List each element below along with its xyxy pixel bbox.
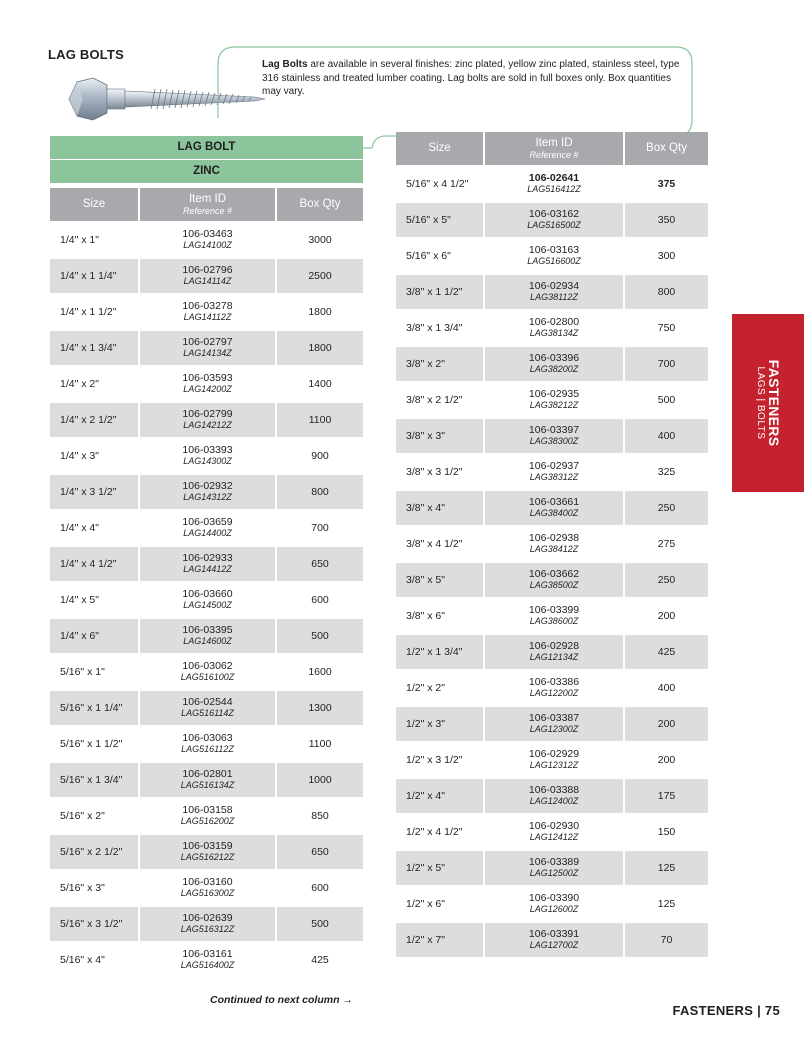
cell-box-qty: 1000 [277, 763, 363, 799]
cell-size: 1/4" x 1 1/4" [50, 259, 140, 295]
cell-size: 5/16" x 1 1/4" [50, 691, 140, 727]
item-reference: LAG14600Z [183, 636, 232, 646]
item-id: 106-03388 [528, 784, 580, 796]
table-row [50, 691, 363, 727]
cell-box-qty: 800 [277, 475, 363, 511]
cell-item-id [140, 943, 277, 979]
cell-item-id [140, 295, 277, 331]
cell-size: 1/2" x 2" [396, 671, 485, 707]
cell-size: 3/8" x 5" [396, 563, 485, 599]
cell-size: 1/4" x 1 1/2" [50, 295, 140, 331]
cell-item-id [140, 223, 277, 259]
cell-item-id [485, 923, 625, 959]
cell-size: 5/16" x 4 1/2" [396, 167, 485, 203]
item-reference: LAG12700Z [529, 940, 579, 950]
cell-box-qty: 400 [625, 671, 708, 707]
cell-box-qty: 250 [625, 563, 708, 599]
cell-size: 1/4" x 2 1/2" [50, 403, 140, 439]
item-id: 106-02932 [182, 480, 233, 492]
cell-box-qty: 1400 [277, 367, 363, 403]
item-reference: LAG516412Z [527, 184, 581, 194]
cell-box-qty: 250 [625, 491, 708, 527]
item-reference: LAG38212Z [529, 400, 579, 410]
item-id: 106-03397 [528, 424, 580, 436]
table-row [396, 743, 708, 779]
table-row [50, 799, 363, 835]
cell-box-qty: 1800 [277, 331, 363, 367]
cell-item-id [485, 167, 625, 203]
cell-item-id [485, 563, 625, 599]
item-id: 106-03393 [182, 444, 233, 456]
item-id: 106-03386 [528, 676, 580, 688]
cell-size: 3/8" x 6" [396, 599, 485, 635]
table-row [50, 547, 363, 583]
cell-size: 3/8" x 4 1/2" [396, 527, 485, 563]
cell-size: 1/4" x 3 1/2" [50, 475, 140, 511]
cell-item-id [140, 835, 277, 871]
cell-box-qty: 200 [625, 743, 708, 779]
cell-size: 1/4" x 1 3/4" [50, 331, 140, 367]
cell-size: 3/8" x 4" [396, 491, 485, 527]
product-band: LAG BOLT [50, 136, 363, 159]
cell-size: 3/8" x 2 1/2" [396, 383, 485, 419]
item-reference: LAG14400Z [183, 528, 232, 538]
cell-box-qty: 650 [277, 547, 363, 583]
cell-size: 5/16" x 3 1/2" [50, 907, 140, 943]
cell-box-qty: 400 [625, 419, 708, 455]
cell-item-id [485, 527, 625, 563]
col-header-size: Size [396, 132, 485, 167]
item-reference: LAG516500Z [527, 220, 581, 230]
left-table-header [50, 188, 363, 223]
cell-size: 5/16" x 1 3/4" [50, 763, 140, 799]
item-reference: LAG12312Z [529, 760, 579, 770]
cell-size: 1/2" x 5" [396, 851, 485, 887]
item-id: 106-03278 [182, 300, 233, 312]
item-id: 106-03163 [528, 244, 580, 256]
cell-item-id [485, 851, 625, 887]
cell-item-id [140, 439, 277, 475]
col-header-box-qty: Box Qty [277, 188, 363, 223]
item-reference: LAG516114Z [181, 708, 234, 718]
table-row [50, 655, 363, 691]
cell-size: 5/16" x 1" [50, 655, 140, 691]
cell-box-qty: 200 [625, 707, 708, 743]
cell-box-qty: 800 [625, 275, 708, 311]
continued-note: Continued to next column → [210, 994, 353, 1006]
cell-size: 5/16" x 2 1/2" [50, 835, 140, 871]
item-id: 106-03661 [528, 496, 580, 508]
cell-size: 1/4" x 5" [50, 583, 140, 619]
intro-text: are available in several finishes: zinc plated, yellow zinc plated, stainless steel, type 316 stainless and treated lumber coating. Lag bolts are sold in full boxes only. Box quantities may vary. [262, 59, 680, 97]
item-reference: LAG38600Z [529, 616, 579, 626]
cell-box-qty: 900 [277, 439, 363, 475]
cell-box-qty: 850 [277, 799, 363, 835]
table-row [50, 835, 363, 871]
cell-item-id [485, 779, 625, 815]
table-row [396, 203, 708, 239]
cell-item-id [485, 347, 625, 383]
cell-item-id [485, 275, 625, 311]
item-reference: LAG516600Z [527, 256, 581, 266]
cell-item-id [485, 635, 625, 671]
table-row [396, 347, 708, 383]
table-row [50, 763, 363, 799]
item-id: 106-03395 [182, 624, 233, 636]
table-row [50, 871, 363, 907]
table-row [396, 383, 708, 419]
item-id: 106-03662 [528, 568, 580, 580]
finish-band: ZINC [50, 160, 363, 183]
table-row [50, 583, 363, 619]
cell-size: 1/2" x 6" [396, 887, 485, 923]
item-id: 106-03389 [528, 856, 580, 868]
cell-item-id [485, 671, 625, 707]
item-reference: LAG12400Z [529, 796, 579, 806]
item-reference: LAG14212Z [183, 420, 232, 430]
item-reference: LAG38112Z [530, 292, 578, 302]
cell-box-qty: 500 [277, 907, 363, 943]
cell-size: 1/4" x 1" [50, 223, 140, 259]
cell-size: 5/16" x 4" [50, 943, 140, 979]
cell-item-id [140, 691, 277, 727]
item-id: 106-02544 [182, 696, 233, 708]
col-header-item-id: Item ID Reference # [485, 132, 625, 167]
cell-item-id [485, 707, 625, 743]
table-row [396, 491, 708, 527]
cell-item-id [140, 259, 277, 295]
intro-paragraph [262, 58, 682, 99]
item-reference: LAG12300Z [529, 724, 579, 734]
table-row [50, 367, 363, 403]
item-id: 106-03396 [528, 352, 580, 364]
cell-box-qty: 2500 [277, 259, 363, 295]
item-id: 106-02641 [528, 172, 580, 184]
item-reference: LAG516300Z [180, 888, 235, 898]
cell-size: 3/8" x 3 1/2" [396, 455, 485, 491]
table-row [396, 635, 708, 671]
item-id: 106-03463 [182, 228, 233, 240]
cell-size: 1/2" x 3" [396, 707, 485, 743]
cell-size: 3/8" x 1 1/2" [396, 275, 485, 311]
item-id: 106-02929 [528, 748, 580, 760]
table-row [50, 259, 363, 295]
cell-item-id [140, 331, 277, 367]
item-reference: LAG14200Z [183, 384, 232, 394]
item-id: 106-03159 [182, 840, 233, 852]
item-reference: LAG12200Z [529, 688, 579, 698]
item-reference: LAG516312Z [180, 924, 235, 934]
table-row [396, 923, 708, 959]
cell-box-qty: 425 [277, 943, 363, 979]
item-reference: LAG38300Z [529, 436, 579, 446]
col-header-box-qty: Box Qty [625, 132, 708, 167]
table-row [50, 511, 363, 547]
cell-size: 5/16" x 1 1/2" [50, 727, 140, 763]
item-id: 106-02938 [528, 532, 580, 544]
cell-size: 5/16" x 3" [50, 871, 140, 907]
cell-size: 3/8" x 1 3/4" [396, 311, 485, 347]
cell-item-id [485, 599, 625, 635]
section-tab-subtitle: LAGS | BOLTS [755, 366, 766, 440]
cell-item-id [140, 583, 277, 619]
cell-box-qty: 275 [625, 527, 708, 563]
cell-box-qty: 175 [625, 779, 708, 815]
item-reference: LAG38412Z [529, 544, 579, 554]
item-reference: LAG38134Z [529, 328, 579, 338]
cell-box-qty: 375 [625, 167, 708, 203]
item-id: 106-03391 [528, 928, 580, 940]
cell-item-id [485, 455, 625, 491]
cell-item-id [140, 511, 277, 547]
item-id: 106-02797 [182, 336, 233, 348]
table-row [50, 439, 363, 475]
item-reference: LAG38400Z [529, 508, 579, 518]
item-reference: LAG38312Z [529, 472, 579, 482]
left-table [50, 188, 363, 979]
table-row [396, 599, 708, 635]
item-id: 106-03659 [182, 516, 233, 528]
item-reference: LAG516134Z [180, 780, 235, 790]
cell-size: 1/4" x 4 1/2" [50, 547, 140, 583]
cell-size: 1/4" x 3" [50, 439, 140, 475]
cell-size: 1/2" x 4 1/2" [396, 815, 485, 851]
lag-bolt-image [55, 75, 267, 125]
section-tab-title: FASTENERS [766, 359, 782, 447]
item-id: 106-03063 [182, 732, 233, 744]
table-row [396, 779, 708, 815]
cell-box-qty: 350 [625, 203, 708, 239]
cell-size: 1/4" x 4" [50, 511, 140, 547]
table-row [396, 815, 708, 851]
cell-box-qty: 325 [625, 455, 708, 491]
cell-box-qty: 125 [625, 851, 708, 887]
cell-box-qty: 1100 [277, 403, 363, 439]
item-reference: LAG14300Z [183, 456, 232, 466]
cell-box-qty: 500 [625, 383, 708, 419]
item-reference: LAG12134Z [529, 652, 579, 662]
right-table [396, 132, 708, 959]
cell-box-qty: 200 [625, 599, 708, 635]
table-row [396, 239, 708, 275]
cell-box-qty: 700 [625, 347, 708, 383]
cell-box-qty: 3000 [277, 223, 363, 259]
cell-size: 5/16" x 5" [396, 203, 485, 239]
cell-item-id [140, 475, 277, 511]
item-reference: LAG14100Z [183, 240, 232, 250]
page-title: LAG BOLTS [48, 47, 124, 62]
table-row [50, 403, 363, 439]
table-row [396, 671, 708, 707]
cell-box-qty: 600 [277, 871, 363, 907]
cell-item-id [485, 887, 625, 923]
item-reference: LAG38500Z [529, 580, 579, 590]
item-reference: LAG12412Z [529, 832, 579, 842]
table-row [396, 887, 708, 923]
table-row [396, 707, 708, 743]
cell-size: 1/2" x 3 1/2" [396, 743, 485, 779]
item-id: 106-03158 [182, 804, 233, 816]
cell-item-id [485, 383, 625, 419]
cell-item-id [140, 403, 277, 439]
page-footer: FASTENERS | 75 [672, 1003, 780, 1018]
cell-item-id [140, 907, 277, 943]
item-reference: LAG516100Z [180, 672, 235, 682]
cell-size: 1/4" x 2" [50, 367, 140, 403]
cell-item-id [140, 547, 277, 583]
item-reference: LAG14112Z [183, 312, 232, 322]
table-row [396, 419, 708, 455]
cell-box-qty: 125 [625, 887, 708, 923]
cell-item-id [140, 367, 277, 403]
item-reference: LAG14412Z [183, 564, 232, 574]
section-tab [732, 314, 804, 492]
item-id: 106-02937 [528, 460, 580, 472]
cell-size: 1/2" x 7" [396, 923, 485, 959]
item-reference: LAG516112Z [181, 744, 234, 754]
table-row [396, 527, 708, 563]
item-id: 106-03062 [182, 660, 233, 672]
item-id: 106-03387 [528, 712, 580, 724]
cell-item-id [485, 815, 625, 851]
intro-bold: Lag Bolts [262, 59, 308, 70]
cell-item-id [140, 763, 277, 799]
cell-item-id [140, 799, 277, 835]
item-id: 106-03161 [182, 948, 233, 960]
cell-box-qty: 70 [625, 923, 708, 959]
table-row [396, 455, 708, 491]
cell-item-id [485, 743, 625, 779]
cell-item-id [140, 655, 277, 691]
right-table-header [396, 132, 708, 167]
item-reference: LAG14114Z [183, 276, 232, 286]
cell-size: 1/4" x 6" [50, 619, 140, 655]
cell-box-qty: 1100 [277, 727, 363, 763]
cell-size: 5/16" x 2" [50, 799, 140, 835]
item-id: 106-02934 [528, 280, 580, 292]
item-id: 106-02800 [528, 316, 580, 328]
item-id: 106-02930 [528, 820, 580, 832]
table-row [396, 275, 708, 311]
table-row [50, 943, 363, 979]
cell-box-qty: 700 [277, 511, 363, 547]
cell-box-qty: 650 [277, 835, 363, 871]
item-reference: LAG516200Z [180, 816, 235, 826]
cell-size: 3/8" x 2" [396, 347, 485, 383]
item-reference: LAG516212Z [180, 852, 235, 862]
cell-size: 3/8" x 3" [396, 419, 485, 455]
cell-item-id [485, 203, 625, 239]
cell-size: 1/2" x 1 3/4" [396, 635, 485, 671]
table-row [396, 851, 708, 887]
item-id: 106-03399 [528, 604, 580, 616]
item-id: 106-03160 [182, 876, 233, 888]
item-id: 106-02799 [182, 408, 233, 420]
item-id: 106-02935 [528, 388, 580, 400]
table-row [50, 619, 363, 655]
cell-box-qty: 425 [625, 635, 708, 671]
table-row [396, 167, 708, 203]
cell-item-id [485, 239, 625, 275]
item-reference: LAG14500Z [183, 600, 232, 610]
cell-box-qty: 150 [625, 815, 708, 851]
table-row [50, 475, 363, 511]
item-id: 106-02933 [182, 552, 233, 564]
item-id: 106-03660 [182, 588, 233, 600]
cell-box-qty: 1800 [277, 295, 363, 331]
cell-box-qty: 600 [277, 583, 363, 619]
item-id: 106-03390 [528, 892, 580, 904]
cell-box-qty: 1600 [277, 655, 363, 691]
item-reference: LAG516400Z [180, 960, 235, 970]
table-row [50, 295, 363, 331]
table-row [396, 563, 708, 599]
cell-box-qty: 500 [277, 619, 363, 655]
cell-size: 1/2" x 4" [396, 779, 485, 815]
item-id: 106-02639 [182, 912, 233, 924]
col-header-item-id: Item ID Reference # [140, 188, 277, 223]
cell-item-id [140, 727, 277, 763]
item-id: 106-02796 [182, 264, 233, 276]
cell-item-id [485, 491, 625, 527]
item-reference: LAG14134Z [183, 348, 232, 358]
item-reference: LAG38200Z [529, 364, 579, 374]
cell-item-id [485, 419, 625, 455]
cell-item-id [485, 311, 625, 347]
table-row [396, 311, 708, 347]
item-id: 106-02801 [182, 768, 233, 780]
item-id: 106-03593 [182, 372, 233, 384]
table-row [50, 727, 363, 763]
cell-box-qty: 300 [625, 239, 708, 275]
item-id: 106-03162 [528, 208, 580, 220]
cell-size: 5/16" x 6" [396, 239, 485, 275]
item-id: 106-02928 [528, 640, 580, 652]
item-reference: LAG14312Z [183, 492, 232, 502]
item-reference: LAG12500Z [529, 868, 579, 878]
cell-item-id [140, 619, 277, 655]
table-row [50, 223, 363, 259]
table-row [50, 907, 363, 943]
cell-box-qty: 1300 [277, 691, 363, 727]
table-row [50, 331, 363, 367]
col-header-size: Size [50, 188, 140, 223]
cell-box-qty: 750 [625, 311, 708, 347]
item-reference: LAG12600Z [529, 904, 579, 914]
cell-item-id [140, 871, 277, 907]
